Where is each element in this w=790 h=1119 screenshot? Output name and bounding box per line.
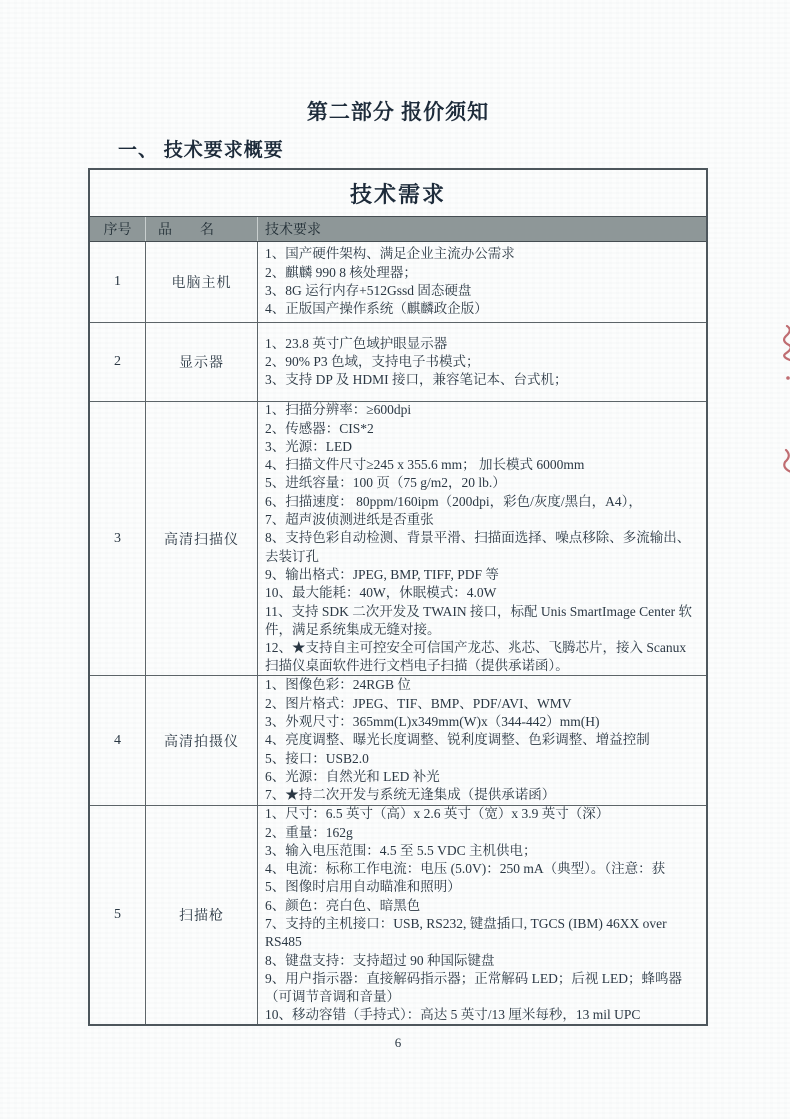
table-row bbox=[90, 401, 706, 675]
table-header-row bbox=[90, 216, 706, 242]
spec-item: 12、★支持自主可控安全可信国产龙芯、兆芯、飞腾芯片，接入 Scanux 扫描仪桌面软件进行文档电子扫描（提供承诺函）。 bbox=[265, 640, 687, 674]
spec-item: 2、90% P3 色域，支持电子书模式； bbox=[265, 353, 480, 369]
page-number: 6 bbox=[394, 1035, 402, 1050]
row-number: 3 bbox=[114, 530, 121, 546]
spec-item: 3、支持 DP 及 HDMI 接口，兼容笔记本、台式机； bbox=[265, 372, 568, 388]
spec-list bbox=[257, 402, 706, 675]
spec-item: 1、国产硬件架构、满足企业主流办公需求 bbox=[265, 246, 515, 262]
table-row bbox=[90, 675, 706, 805]
row-number: 4 bbox=[114, 732, 121, 748]
spec-item: 3、输入电压范围：4.5 至 5.5 VDC 主机供电； bbox=[265, 842, 537, 858]
product-name: 高清扫描仪 bbox=[145, 402, 257, 675]
spec-item: 7、支持的主机接口：USB, RS232, 键盘插口, TGCS (IBM) 46XX over RS485 bbox=[265, 916, 667, 950]
table-row bbox=[90, 242, 706, 322]
red-ink-marks bbox=[777, 318, 790, 488]
spec-item: 6、光源：自然光和 LED 补光 bbox=[265, 768, 440, 784]
row-number: 2 bbox=[114, 354, 121, 369]
column-header-name: 品 名 bbox=[145, 217, 257, 241]
spec-item: 4、正版国产操作系统（麒麟政企版） bbox=[265, 301, 488, 317]
spec-item: 2、麒麟 990 8 核处理器； bbox=[265, 264, 417, 280]
spec-item: 9、输出格式：JPEG, BMP, TIFF, PDF 等 bbox=[265, 566, 499, 582]
spec-item: 3、8G 运行内存+512Gssd 固态硬盘 bbox=[265, 283, 472, 298]
spec-item: 9、用户指示器：直接解码指示器；正常解码 LED；后视 LED；蜂鸣器（可调节音调和音量） bbox=[265, 970, 682, 1005]
product-name: 扫描枪 bbox=[145, 806, 257, 1024]
spec-item: 7、超声波侦测进纸是否重张 bbox=[265, 512, 434, 528]
spec-item: 4、亮度调整、曝光长度调整、锐利度调整、色彩调整、增益控制 bbox=[265, 732, 650, 748]
spec-item: 6、颜色：亮白色、暗黑色 bbox=[265, 897, 421, 913]
product-name: 电脑主机 bbox=[145, 242, 257, 322]
spec-list bbox=[257, 676, 706, 805]
spec-item: 4、扫描文件尺寸≥245 x 355.6 mm； 加长模式 6000mm bbox=[265, 457, 585, 473]
spec-item: 2、重量：162g bbox=[265, 824, 353, 840]
spec-list bbox=[257, 242, 706, 322]
spec-item: 5、接口：USB2.0 bbox=[265, 750, 369, 766]
column-header-no: 序号 bbox=[103, 223, 132, 238]
spec-list bbox=[257, 806, 706, 1024]
section-heading: 一、 技术要求概要 bbox=[118, 140, 284, 161]
column-header-requirements: 技术要求 bbox=[257, 217, 706, 241]
spec-item: 6、扫描速度： 80ppm/160ipm（200dpi，彩色/灰度/黑白，A4）， bbox=[265, 493, 642, 509]
product-name: 显示器 bbox=[145, 323, 257, 401]
spec-item: 1、尺寸：6.5 英寸（高）x 2.6 英寸（宽）x 3.9 英寸（深） bbox=[265, 806, 610, 822]
spec-item: 10、最大能耗：40W，休眠模式：4.0W bbox=[265, 585, 497, 601]
spec-item: 1、扫描分辨率：≥600dpi bbox=[265, 402, 412, 418]
spec-item: 1、23.8 英寸广色域护眼显示器 bbox=[265, 335, 448, 351]
spec-item: 3、光源：LED bbox=[265, 438, 352, 454]
spec-item: 3、外观尺寸：365mm(L)x349mm(W)x（344-442）mm(H) bbox=[265, 714, 600, 730]
spec-item: 4、电流：标称工作电流：电压 (5.0V)：250 mA（典型）。（注意：获 bbox=[265, 861, 666, 877]
spec-item: 8、支持色彩自动检测、背景平滑、扫描面选择、噪点移除、多流输出、去装订孔 bbox=[265, 530, 691, 564]
spec-item: 7、★持二次开发与系统无逢集成（提供承诺函） bbox=[265, 787, 556, 803]
table-row bbox=[90, 805, 706, 1024]
page-title: 第二部分 报价须知 bbox=[306, 100, 490, 124]
spec-item: 1、图像色彩：24RGB 位 bbox=[265, 677, 411, 693]
spec-item: 5、图像时启用自动瞄准和照明） bbox=[265, 879, 461, 895]
spec-item: 2、图片格式：JPEG、TIF、BMP、PDF/AVI、WMV bbox=[265, 695, 572, 711]
table-caption: 技术需求 bbox=[349, 181, 446, 207]
spec-item: 8、键盘支持：支持超过 90 种国际键盘 bbox=[265, 952, 495, 968]
spec-table bbox=[88, 168, 708, 1026]
table-body bbox=[90, 242, 706, 1024]
spec-item: 10、移动容错（手持式）：高达 5 英寸/13 厘米每秒，13 mil UPC bbox=[265, 1007, 641, 1023]
row-number: 5 bbox=[114, 907, 121, 922]
spec-item: 2、传感器：CIS*2 bbox=[265, 420, 374, 436]
spec-item: 11、支持 SDK 二次开发及 TWAIN 接口，标配 Unis SmartImage Center 软件，满足系统集成无缝对接。 bbox=[265, 603, 692, 637]
row-number: 1 bbox=[114, 274, 121, 289]
product-name: 高清拍摄仪 bbox=[145, 676, 257, 805]
table-row bbox=[90, 322, 706, 401]
spec-item: 5、进纸容量：100 页（75 g/m2，20 lb.） bbox=[265, 475, 506, 491]
spec-list bbox=[257, 323, 706, 401]
